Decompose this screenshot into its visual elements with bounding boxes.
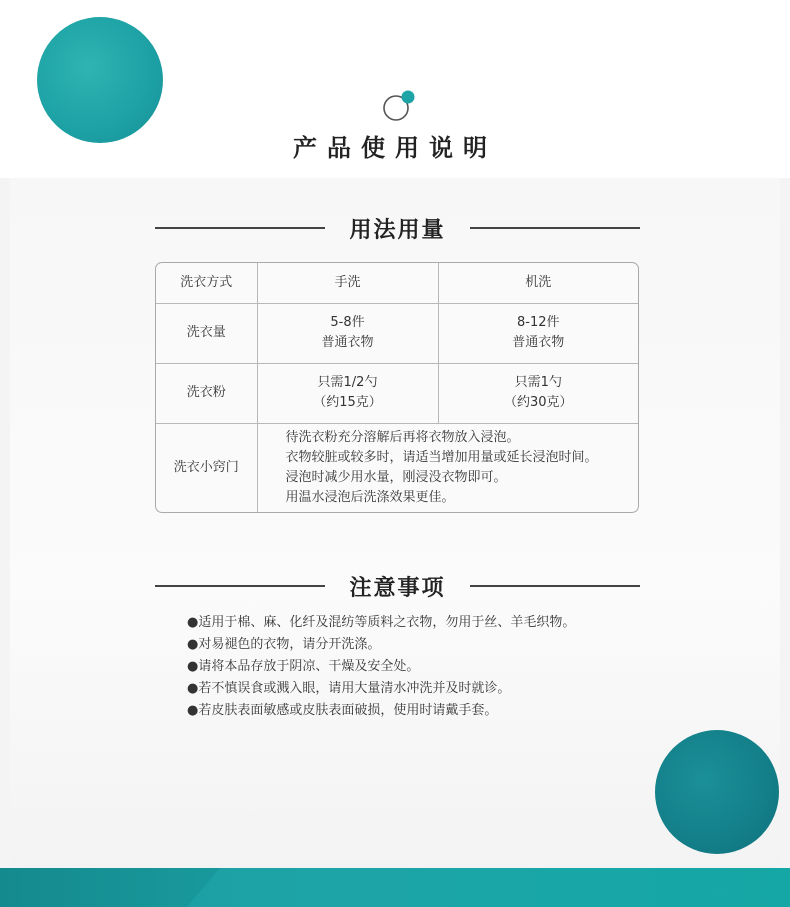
table-row-tips — [156, 423, 638, 512]
row-label: 洗衣粉 — [156, 363, 257, 423]
notes-section-heading — [155, 571, 640, 601]
cell-line: （约30克） — [503, 395, 573, 410]
decorative-circle-bottom-right — [655, 730, 779, 854]
notes-list — [187, 612, 707, 722]
tip-line: 浸泡时减少用水量，刚浸没衣物即可。 — [285, 469, 507, 485]
list-item: ●适用于棉、麻、化纤及混纺等质料之衣物，勿用于丝、羊毛织物。 — [187, 615, 576, 630]
list-item: ●对易褪色的衣物，请分开洗涤。 — [187, 637, 381, 652]
tip-line: 待洗衣粉充分溶解后再将衣物放入浸泡。 — [285, 429, 520, 445]
table-header-cell: 机洗 — [438, 263, 638, 303]
row-label: 洗衣量 — [156, 303, 257, 363]
cell-line: 8-12件 — [516, 315, 560, 330]
notes-heading-text: 注意事项 — [349, 576, 446, 601]
table-header-cell: 洗衣方式 — [156, 263, 257, 303]
cell-line: 普通衣物 — [321, 335, 374, 350]
usage-table — [155, 262, 639, 513]
hand-wash-cell — [257, 303, 438, 363]
cell-line: （约15克） — [313, 395, 382, 410]
usage-section-heading — [155, 213, 640, 243]
table-row — [156, 363, 638, 423]
cell-line: 只需1勺 — [514, 375, 562, 390]
tip-line: 用温水浸泡后洗涤效果更佳。 — [285, 489, 455, 505]
row-label: 洗衣小窍门 — [156, 423, 257, 512]
list-item: ●若皮肤表面敏感或皮肤表面破损，使用时请戴手套。 — [187, 703, 498, 718]
cell-line: 5-8件 — [330, 315, 365, 330]
list-item: ●若不慎误食或溅入眼，请用大量清水冲洗并及时就诊。 — [187, 681, 511, 696]
table-header-row — [156, 263, 638, 303]
machine-wash-cell — [438, 363, 638, 423]
bottom-bar-stripe — [0, 868, 220, 907]
machine-wash-cell — [438, 303, 638, 363]
ring-dot-logo-icon — [381, 88, 417, 124]
page-title: 产品使用说明 — [293, 134, 497, 162]
tips-cell — [257, 423, 638, 512]
table-header-cell: 手洗 — [257, 263, 438, 303]
cell-line: 普通衣物 — [512, 335, 565, 350]
tip-line: 衣物较脏或较多时，请适当增加用量或延长浸泡时间。 — [285, 449, 598, 465]
usage-heading-text: 用法用量 — [349, 218, 446, 243]
heading-divider-right — [470, 585, 640, 587]
table-row — [156, 303, 638, 363]
cell-line: 只需1/2勺 — [317, 375, 378, 390]
decorative-circle-top-left — [37, 17, 163, 143]
heading-divider-right — [470, 227, 640, 229]
list-item: ●请将本品存放于阴凉、干燥及安全处。 — [187, 659, 420, 674]
bottom-color-bar — [0, 868, 790, 907]
hand-wash-cell — [257, 363, 438, 423]
